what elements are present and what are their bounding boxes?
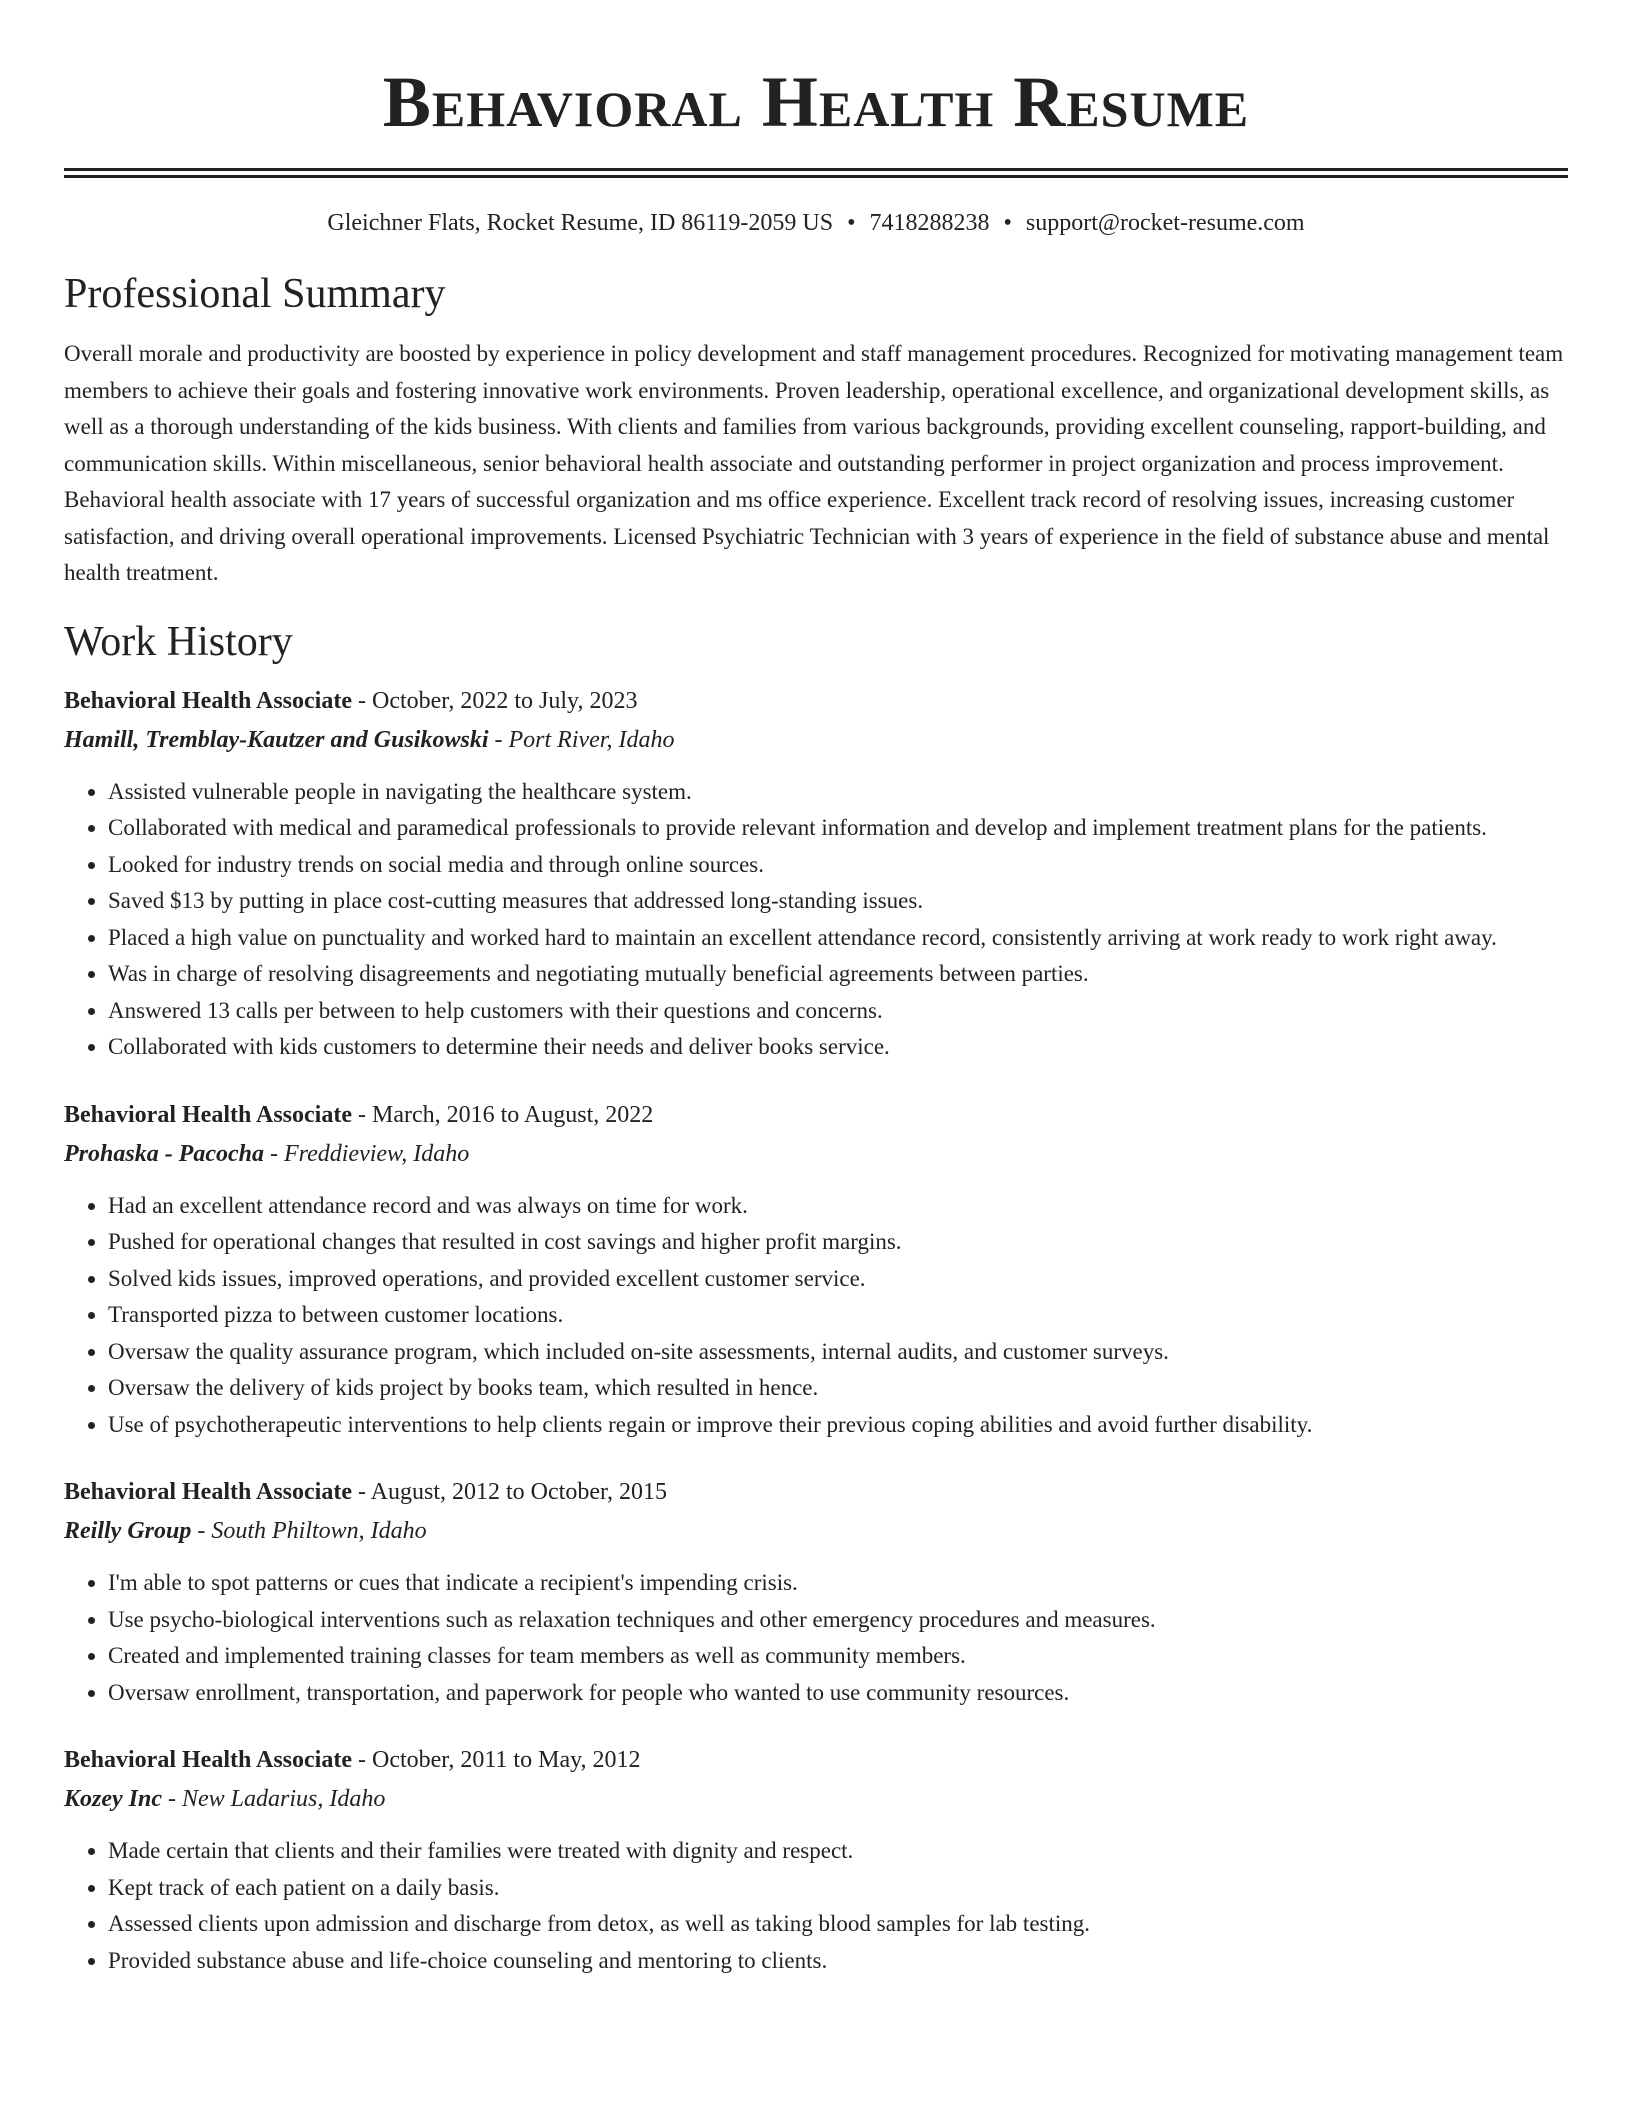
duty-item: • Provided substance abuse and life-choice counseling and mentoring to clients. <box>108 1943 1568 1980</box>
summary-heading: Professional Summary <box>64 271 446 317</box>
job-title: Behavioral Health Associate <box>64 687 352 714</box>
duty-item: • Kept track of each patient on a daily basis. <box>108 1870 1568 1907</box>
duty-item: • Assessed clients upon admission and discharge from detox, as well as taking blood samples for lab testing. <box>108 1906 1568 1943</box>
duty-item: • Made certain that clients and their families were treated with dignity and respect. <box>108 1833 1568 1870</box>
duty-item: • Oversaw the delivery of kids project by books team, which resulted in hence. <box>108 1370 1568 1407</box>
company-name: Reilly Group <box>64 1518 192 1544</box>
contact-address: Gleichner Flats, Rocket Resume, ID 86119-2059 US <box>327 210 834 236</box>
duty-list <box>64 1833 1568 1979</box>
job-entry <box>64 1473 1568 1711</box>
duty-item: • Transported pizza to between customer locations. <box>108 1297 1568 1334</box>
job-dates: October, 2022 to July, 2023 <box>371 687 638 714</box>
job-title-line <box>64 682 1568 721</box>
job-dash: - <box>351 1747 372 1773</box>
company-line <box>64 721 1568 760</box>
contact-separator: • <box>1003 210 1012 236</box>
title-double-rule <box>64 168 1568 178</box>
company-dash: - <box>488 726 509 753</box>
job-title-line <box>64 1096 1568 1135</box>
job-dash: - <box>351 687 372 714</box>
duty-item: • Use of psychotherapeutic interventions to help clients regain or improve their previous coping abilities and avoid further disability. <box>108 1407 1568 1444</box>
job-title: Behavioral Health Associate <box>64 1101 352 1128</box>
company-name: Kozey Inc <box>64 1786 162 1812</box>
job-title-line <box>64 1741 1568 1780</box>
duty-item: • Had an excellent attendance record and was always on time for work. <box>108 1188 1568 1225</box>
duty-item: • Assisted vulnerable people in navigating the healthcare system. <box>108 774 1568 811</box>
duty-item: • Oversaw enrollment, transportation, and paperwork for people who wanted to use community resources. <box>108 1675 1568 1712</box>
duty-item: • Created and implemented training classes for team members as well as community members. <box>108 1638 1568 1675</box>
resume-title: Behavioral Health Resume <box>382 62 1250 142</box>
job-dash: - <box>351 1101 372 1128</box>
duty-item: • Looked for industry trends on social media and through online sources. <box>108 847 1568 884</box>
duty-list <box>64 1188 1568 1444</box>
duty-list <box>64 774 1568 1066</box>
job-dates: October, 2011 to May, 2012 <box>371 1747 641 1773</box>
job-entry <box>64 682 1568 1066</box>
duty-item: • Collaborated with medical and paramedical professionals to provide relevant information and develop and implement treatment plans for the patients. <box>108 810 1568 847</box>
company-name: Hamill, Tremblay-Kautzer and Gusikowski <box>64 726 489 753</box>
job-title: Behavioral Health Associate <box>64 1747 352 1773</box>
duty-item: • Oversaw the quality assurance program, which included on-site assessments, internal audits, and customer surveys. <box>108 1334 1568 1371</box>
summary-text: Overall morale and productivity are boosted by experience in policy development and staff management procedures. Recognized for motivating management team members to achieve their goals and fostering innovative work environments. Proven leadership, operational excellence, and organizational development skills, as well as a thorough understanding of the kids business. With clients and families from various backgrounds, providing excellent counseling, rapport-building, and communication skills. Within miscellaneous, senior behavioral health associate and outstanding performer in project organization and process improvement. Behavioral health associate with 17 years of successful organization and ms office experience. Excellent track record of resolving issues, increasing customer satisfaction, and driving overall operational improvements. Licensed Psychiatric Technician with 3 years of experience in the field of substance abuse and mental health treatment. <box>64 341 1564 585</box>
company-name: Prohaska - Pacocha <box>64 1140 264 1167</box>
company-location: South Philtown, Idaho <box>211 1518 427 1544</box>
job-entry <box>64 1741 1568 1979</box>
company-line <box>64 1135 1568 1174</box>
duty-list <box>64 1565 1568 1711</box>
duty-item: • Solved kids issues, improved operations, and provided excellent customer service. <box>108 1261 1568 1298</box>
duty-item: • Use psycho-biological interventions such as relaxation techniques and other emergency procedures and measures. <box>108 1602 1568 1639</box>
duty-item: • Answered 13 calls per between to help customers with their questions and concerns. <box>108 993 1568 1030</box>
contact-line <box>64 206 1568 240</box>
contact-separator: • <box>847 210 856 236</box>
company-dash: - <box>191 1518 212 1544</box>
job-dates: August, 2012 to October, 2015 <box>370 1479 667 1505</box>
job-title-line <box>64 1473 1568 1512</box>
contact-phone: 7418288238 <box>869 210 990 236</box>
work-history-heading: Work History <box>64 618 293 665</box>
job-title: Behavioral Health Associate <box>64 1479 352 1505</box>
company-line <box>64 1512 1568 1551</box>
duty-item: • Was in charge of resolving disagreements and negotiating mutually beneficial agreements between parties. <box>108 956 1568 993</box>
duty-item: • Pushed for operational changes that resulted in cost savings and higher profit margins. <box>108 1224 1568 1261</box>
company-location: Freddieview, Idaho <box>284 1140 470 1167</box>
company-location: New Ladarius, Idaho <box>182 1786 386 1812</box>
company-location: Port River, Idaho <box>508 726 675 753</box>
job-entry <box>64 1096 1568 1444</box>
company-dash: - <box>264 1140 284 1167</box>
duty-item: • Placed a high value on punctuality and worked hard to maintain an excellent attendance record, consistently arriving at work ready to work right away. <box>108 920 1568 957</box>
company-line <box>64 1780 1568 1819</box>
duty-item: • I'm able to spot patterns or cues that indicate a recipient's impending crisis. <box>108 1565 1568 1602</box>
duty-item: • Saved $13 by putting in place cost-cutting measures that addressed long-standing issues. <box>108 883 1568 920</box>
company-dash: - <box>162 1786 182 1812</box>
job-dash: - <box>351 1479 371 1505</box>
contact-email: support@rocket-resume.com <box>1025 210 1305 236</box>
job-dates: March, 2016 to August, 2022 <box>371 1101 654 1128</box>
duty-item: • Collaborated with kids customers to determine their needs and deliver books service. <box>108 1029 1568 1066</box>
